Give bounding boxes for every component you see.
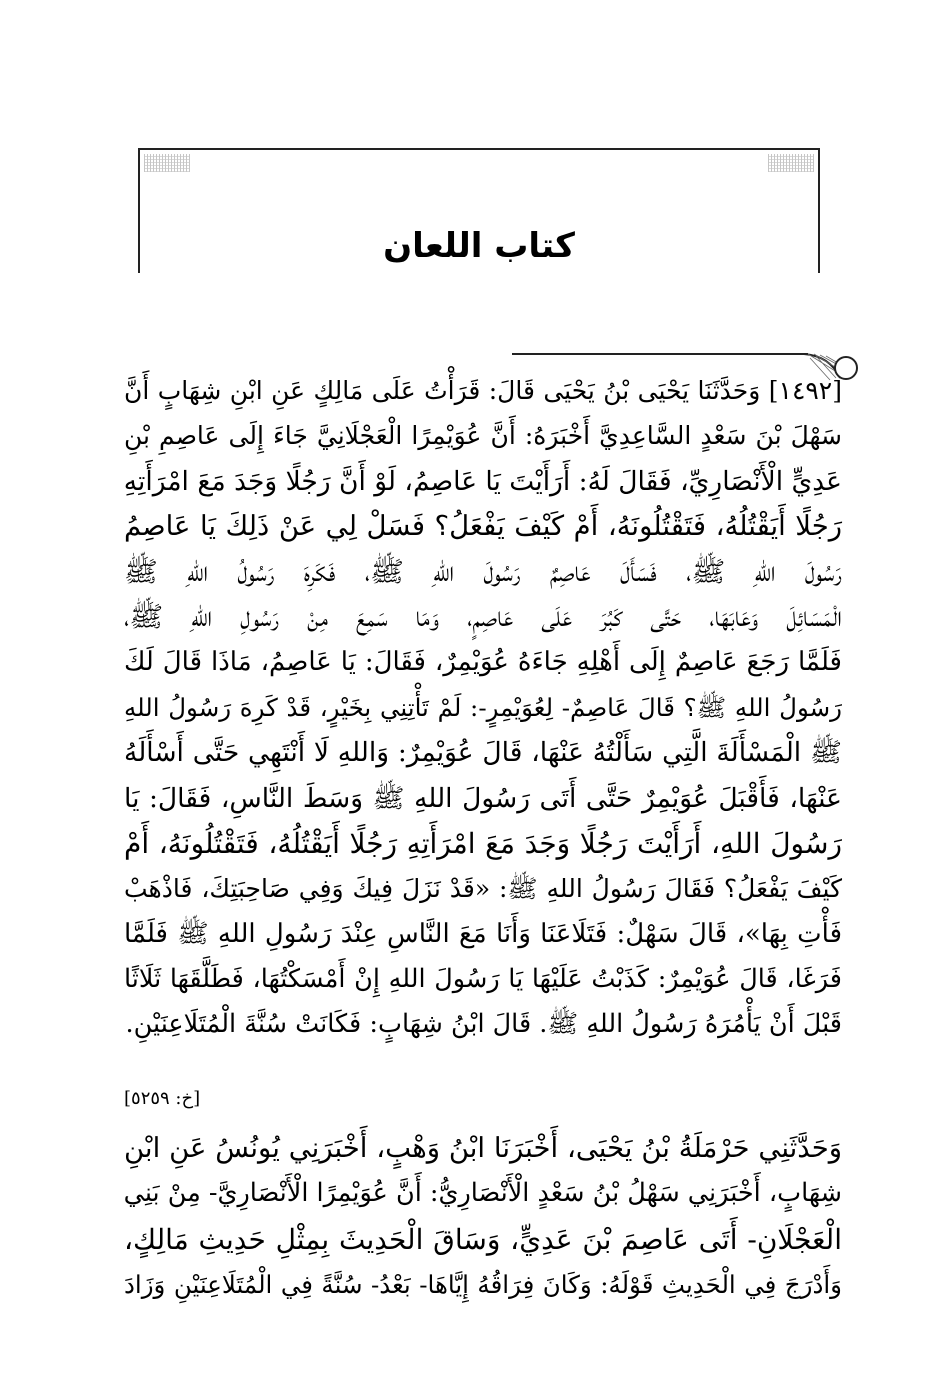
text-line: عَنْهَا، فَأَقْبَلَ عُوَيْمِرٌ حَتَّى أَتَى رَسُولَ اللهِ ﷺ وَسَطَ النَّاسِ، فَقَالَ: يَا [124, 782, 842, 814]
text-line: فَرَغَا، قَالَ عُوَيْمِرٌ: كَذَبْتُ عَلَيْهَا يَا رَسُولَ اللهِ إِنْ أَمْسَكْتُهَا، فَطَلَّقَهَا ثَلَاثًا [124, 963, 842, 994]
hadith-reference: [خ: ٥٢٥٩] [124, 1088, 201, 1109]
corner-ornament-left [144, 154, 190, 172]
text-line: رَجُلًا أَيَقْتُلُهُ، فَتَقْتُلُونَهُ، أَمْ كَيْفَ يَفْعَلُ؟ فَسَلْ لِي عَنْ ذَلِكَ يَا عَاصِمُ [124, 509, 842, 542]
text-line: فَلَمَّا رَجَعَ عَاصِمٌ إِلَى أَهْلِهِ جَاءَهُ عُوَيْمِرٌ، فَقَالَ: يَا عَاصِمُ، مَاذَا قَالَ لَكَ [124, 646, 842, 677]
hadith-1492-text [124, 368, 842, 1047]
text-line: عَدِيٍّ الْأَنْصَارِيِّ، فَقَالَ لَهُ: أَرَأَيْتَ يَا عَاصِمُ، لَوْ أَنَّ رَجُلًا وَجَدَ مَعَ امْرَأَتِهِ [123, 465, 842, 497]
text-line: الْمَسَائِلَ وَعَابَهَا، حَتَّى كَبُرَ عَلَى عَاصِمٍ، وَمَا سَمِعَ مِنْ رَسُولِ اللهِ ﷺ، [124, 600, 842, 634]
text-line: فَأْتِ بِهَا»، قَالَ سَهْلٌ: فَتَلَاعَنَا وَأَنَا مَعَ النَّاسِ عِنْدَ رَسُولِ اللهِ ﷺ فَلَمَّا [124, 918, 842, 949]
text-line: الْعَجْلَانِ- أَتَى عَاصِمَ بْنَ عَدِيٍّ، وَسَاقَ الْحَدِيثَ بِمِثْلِ حَدِيثِ مَالِكٍ، [124, 1222, 842, 1256]
text-line: ﷺ الْمَسْأَلَةَ الَّتِي سَأَلْتُهُ عَنْهَا، قَالَ عُوَيْمِرٌ: وَاللهِ لَا أَنْتَهِي حَتَّى أَسْأَلَهُ [124, 737, 842, 769]
text-line: وَحَدَّثَنِي حَرْمَلَةُ بْنُ يَحْيَى، أَخْبَرَنَا ابْنُ وَهْبٍ، أَخْبَرَنِي يُونُسُ عَنِ ابْنِ [124, 1132, 842, 1164]
chapter-header-frame [138, 148, 820, 273]
chapter-title: كتاب اللعان [383, 226, 575, 266]
text-line: رَسُولَ اللهِ ﷺ، فَسَأَلَ عَاصِمٌ رَسُولَ اللهِ ﷺ، فَكَرِهَ رَسُولُ اللهِ ﷺ [124, 555, 842, 589]
hadith-marker-line [512, 353, 808, 355]
text-line: رَسُولَ اللهِ، أَرَأَيْتَ رَجُلًا وَجَدَ مَعَ امْرَأَتِهِ رَجُلًا أَيَقْتُلُهُ، فَتَقْتُلُونَهُ، أَمْ [124, 826, 842, 860]
text-line: [١٤٩٢] وَحَدَّثَنَا يَحْيَى بْنُ يَحْيَى قَالَ: قَرَأْتُ عَلَى مَالِكٍ عَنِ ابْنِ شِهَابٍ أَنَّ [124, 376, 842, 405]
text-line: سَهْلَ بْنَ سَعْدٍ السَّاعِدِيَّ أَخْبَرَهُ: أَنَّ عُوَيْمِرًا الْعَجْلَانِيَّ جَاءَ إِلَى عَاصِمِ بْنِ [124, 421, 842, 451]
text-line: قَبْلَ أَنْ يَأْمُرَهُ رَسُولُ اللهِ ﷺ. قَالَ ابْنُ شِهَابٍ: فَكَانَتْ سُنَّةَ الْمُتَلَاعِنَيْنِ. [125, 1009, 842, 1040]
text-line: رَسُولُ اللهِ ﷺ؟ قَالَ عَاصِمٌ- لِعُوَيْمِرٍ-: لَمْ تَأْتِنِي بِخَيْرٍ، قَدْ كَرِهَ رَسُولُ اللهِ [124, 693, 842, 723]
text-line: شِهَابٍ، أَخْبَرَنِي سَهْلُ بْنُ سَعْدٍ الْأَنْصَارِيُّ: أَنَّ عُوَيْمِرًا الْأَنْصَارِيَّ- مِنْ بَنِي [123, 1178, 842, 1209]
hadith-second-chain-text [124, 1126, 842, 1307]
text-line: وَأَدْرَجَ فِي الْحَدِيثِ قَوْلَهُ: وَكَانَ فِرَاقُهُ إِيَّاهَا- بَعْدُ- سُنَّةً فِي الْمُتَلَاعِنَيْنِ وَزَادَ [124, 1269, 842, 1299]
text-line: كَيْفَ يَفْعَلُ؟ فَقَالَ رَسُولُ اللهِ ﷺ: «قَدْ نَزَلَ فِيكَ وَفِي صَاحِبَتِكَ، فَاذْهَبْ [124, 874, 842, 904]
corner-ornament-right [768, 154, 814, 172]
